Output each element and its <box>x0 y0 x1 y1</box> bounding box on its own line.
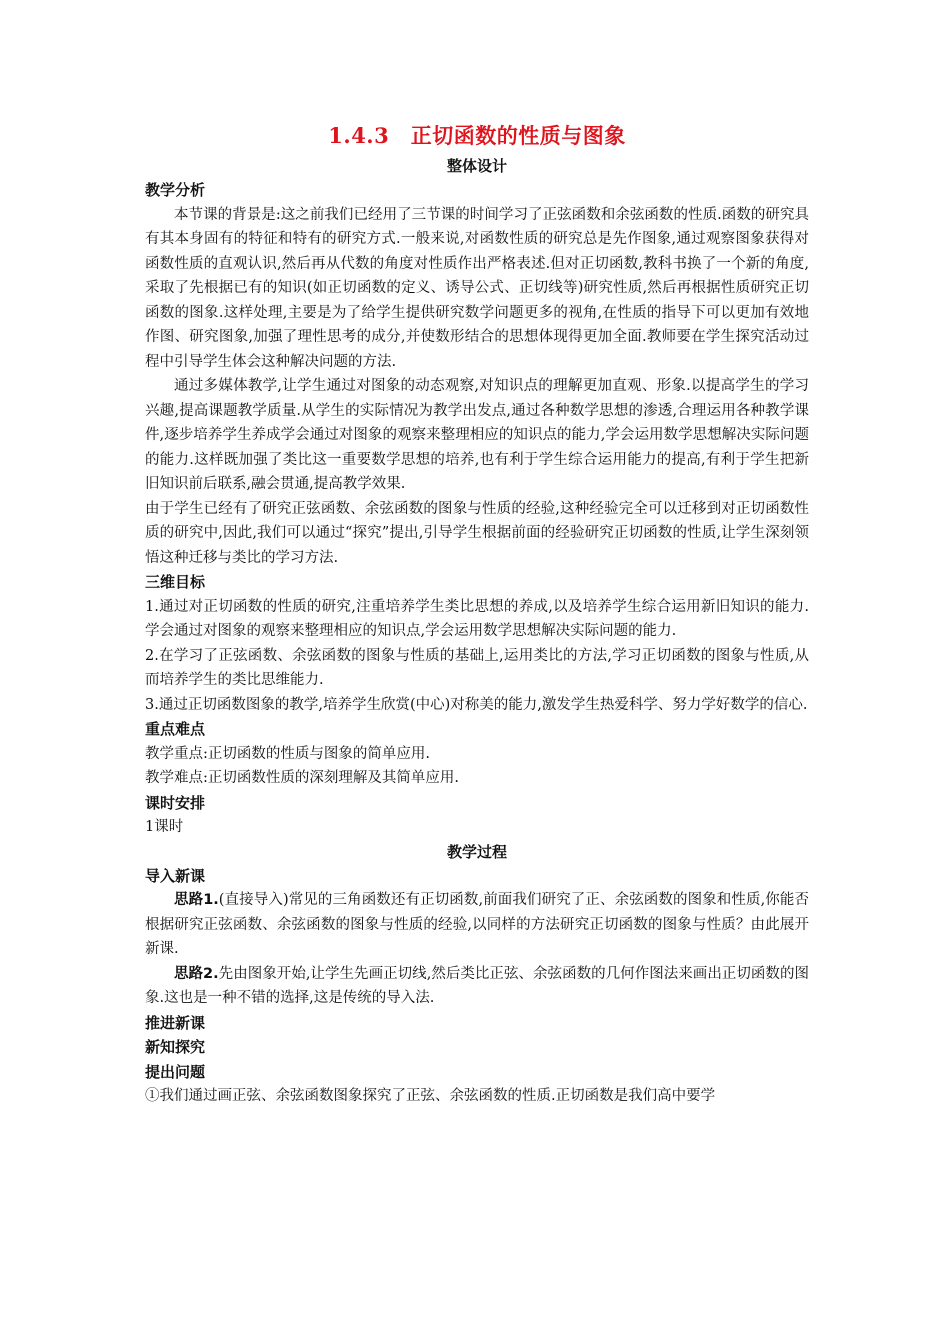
intro-heading: 导入新课 <box>145 866 206 885</box>
explore-heading: 新知探究 <box>145 1038 206 1056</box>
question-heading: 提出问题 <box>145 1062 206 1081</box>
key-point: 教学重点:正切函数的性质与图象的简单应用. <box>145 745 430 762</box>
analysis-paragraph-2: 通过多媒体教学,让学生通过对图象的动态观察,对知识点的理解更加直观、形象.以提高学生的学习兴趣,提高课题教学质量.从学生的实际情况为教学出发点,通过各种数学思想的渗透,合理运用各种教学课件,逐步培养学生养成学会通过对图象的观察来整理相应的知识点的能力,学会运用数学思想解决实际问题的能力.这样既加强了类比这一重要数学思想的培养,也有利于学生综合运用能力的提高,有利于学生把新旧知识前后联系,融会贯通,提高教学效果. <box>145 378 809 492</box>
idea-2-text: 先由图象开始,让学生先画正切线,然后类比正弦、余弦函数的几何作图法来画出正切函数的图象.这也是一种不错的选择,这是传统的导入法. <box>145 965 809 1006</box>
process-heading: 教学过程 <box>446 842 507 861</box>
analysis-paragraph-3: 由于学生已经有了研究正弦函数、余弦函数的图象与性质的经验,这种经验完全可以迁移到对正切函数性质的研究中,因此,我们可以通过“探究”提出,引导学生根据前面的经验研究正切函数的性质,让学生深刻领悟这种迁移与类比的学习方法. <box>145 500 809 566</box>
design-heading: 整体设计 <box>446 157 507 175</box>
analysis-paragraph-1: 本节课的背景是:这之前我们已经用了三节课的时间学习了正弦函数和余弦函数的性质.函数的研究具有其本身固有的特征和特有的研究方式.一般来说,对函数性质的研究总是先作图象,通过观察图象获得对函数性质的直观认识,然后再从代数的角度对性质作出严格表述.但对正切函数,教科书换了一个新的角度,采取了先根据已有的知识(如正切函数的定义、诱导公式、正切线等)研究性质,然后再根据性质研究正切函数的图象.这样处理,主要是为了给学生提供研究数学问题更多的视角,在性质的指导下可以更加有效地作图、研究图象,加强了理性思考的成分,并使数形结合的思想体现得更加全面.教师要在学生探究活动过程中引导学生体会这种解决问题的方法. <box>145 206 809 370</box>
goal-3: 3.通过正切函数图象的教学,培养学生欣赏(中心)对称美的能力,激发学生热爱科学、努力学好数学的信心. <box>145 696 808 713</box>
schedule-value: 1课时 <box>145 819 184 835</box>
question-1: ①我们通过画正弦、余弦函数图象探究了正弦、余弦函数的性质.正切函数是我们高中要学 <box>145 1088 716 1104</box>
goal-1: 1.通过对正切函数的性质的研究,注重培养学生类比思想的养成,以及培养学生综合运用新旧知识的能力.学会通过对图象的观察来整理相应的知识点,学会运用数学思想解决实际问题的能力. <box>145 598 809 639</box>
idea-2-paragraph <box>145 962 809 1011</box>
schedule-heading: 课时安排 <box>145 793 206 812</box>
idea-1-paragraph <box>145 888 809 962</box>
goals-heading: 三维目标 <box>145 573 206 591</box>
document-page <box>145 120 809 1109</box>
analysis-heading: 教学分析 <box>145 181 206 199</box>
idea-1-text: (直接导入)常见的三角函数还有正切函数,前面我们研究了正、余弦函数的图象和性质,你能否根据研究正弦函数、余弦函数的图象与性质的经验,以同样的方法研究正切函数的图象与性质？由此展开新课. <box>145 892 809 957</box>
difficult-point: 教学难点:正切函数性质的深刻理解及其简单应用. <box>145 770 459 786</box>
goal-2: 2.在学习了正弦函数、余弦函数的图象与性质的基础上,运用类比的方法,学习正切函数的图象与性质,从而培养学生的类比思维能力. <box>145 647 809 688</box>
idea-1-label: 思路1. <box>174 892 219 908</box>
idea-2-label: 思路2. <box>174 965 219 982</box>
document-title: 1.4.3 正切函数的性质与图象 <box>328 123 626 148</box>
advance-heading: 推进新课 <box>145 1013 206 1032</box>
key-heading: 重点难点 <box>145 720 206 738</box>
